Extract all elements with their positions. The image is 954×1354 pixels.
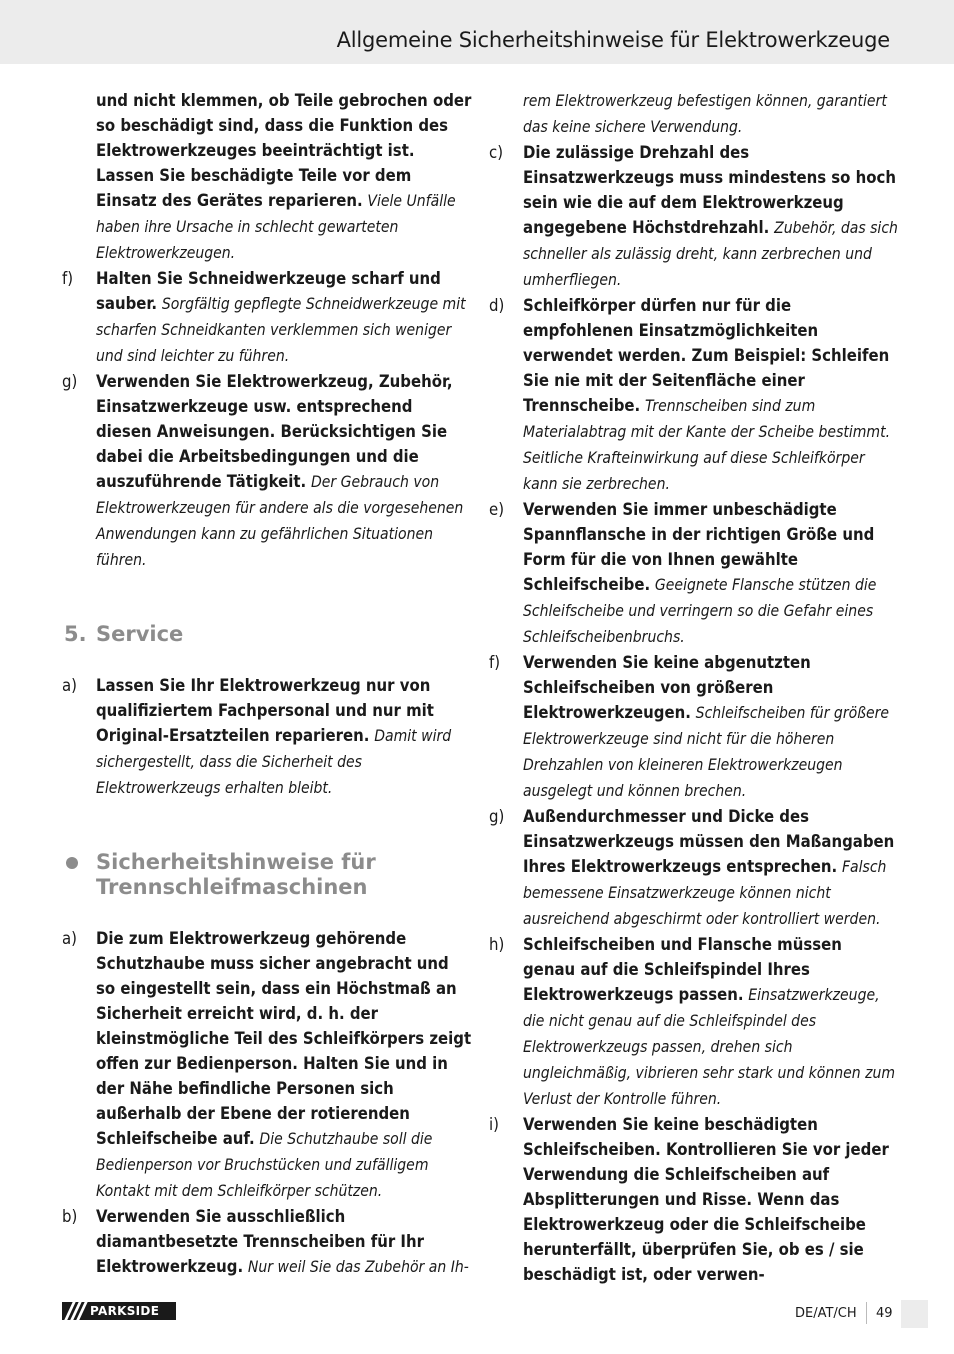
- italic-text: Viele Unfälle haben ihre Ursache in schlecht gewarteten Elektrowerkzeugen.: [96, 192, 456, 262]
- list-item: [489, 804, 899, 932]
- italic-text: Sorgfältig gepflegte Schneidwerkzeuge mit scharfen Schneidkanten verklemmen sich weniger und sind leichter zu führen.: [96, 295, 466, 365]
- item-marker: f): [489, 653, 501, 672]
- italic-text: Trennscheiben sind zum Materialabtrag mit der Kante der Scheibe bestimmt. Seitliche Krafteinwirkung auf diese Schleifkörper kann sie zerbrechen.: [523, 397, 891, 493]
- item-marker: g): [489, 807, 505, 826]
- section-heading-service: [62, 622, 472, 647]
- list-item: [489, 293, 899, 497]
- bold-text: Außendurchmesser und Dicke des Einsatzwerkzeugs müssen den Maßangaben Ihres Elektrowerkzeugs entsprechen.: [523, 807, 895, 876]
- bold-text: Schleifscheiben und Flansche müssen genau auf die Schleifspindel Ihres Elektrowerkzeugs passen.: [523, 935, 842, 1004]
- list-item: [489, 1112, 899, 1287]
- item-marker: c): [489, 143, 504, 162]
- bold-text: Verwenden Sie keine beschädigten Schleifscheiben. Kontrollieren Sie vor jeder Verwendung die Schleifscheiben auf Absplitterungen und Risse. Wenn das Elektrowerkzeug oder die Schleifscheibe herunterfällt, überprüfen Sie, ob es / sie beschädigt ist, oder verwen-: [523, 1115, 889, 1284]
- section-title-line: Trennschleifmaschinen: [96, 875, 368, 899]
- bullet-icon: [66, 857, 78, 869]
- list-item: [62, 266, 472, 369]
- list-item: [62, 926, 472, 1204]
- bold-text: Die zulässige Drehzahl des Einsatzwerkzeugs muss mindestens so hoch sein wie die auf dem Elektrowerkzeug angegebene Höchstdrehzahl.: [523, 143, 896, 237]
- bold-text: Halten Sie Schneidwerkzeuge scharf und sauber.: [96, 269, 441, 313]
- bold-text: Verwenden Sie Elektrowerkzeug, Zubehör, Einsatzwerkzeuge usw. entsprechend diesen Anweisungen. Berücksichtigen Sie dabei die Arbeitsbedingungen und die auszuführende Tätigkeit.: [96, 372, 453, 491]
- right-column: [489, 88, 899, 1287]
- list-item: [62, 673, 472, 801]
- item-marker: e): [489, 500, 505, 519]
- continued-paragraph: [489, 88, 899, 140]
- italic-text: Der Gebrauch von Elektrowerkzeugen für andere als die vorgesehenen Anwendungen kann zu gefährlichen Situationen führen.: [96, 473, 464, 569]
- list-item: [489, 650, 899, 804]
- bold-text: Die zum Elektrowerkzeug gehörende Schutzhaube muss sicher angebracht und so eingestellt sein, dass ein Höchstmaß an Sicherheit erreicht wird, d. h. der kleinstmögliche Teil des Schleifkörpers zeigt offen zur Bedienperson. Halten Sie und in der Nähe befindliche Personen sich außerhalb der Ebene der rotierenden Schleifscheibe auf.: [96, 929, 472, 1148]
- italic-text: Falsch bemessene Einsatzwerkzeuge können nicht ausreichend abgeschirmt oder kontrolliert werden.: [523, 858, 887, 928]
- section-title-line: Sicherheitshinweise für: [96, 850, 376, 874]
- footer-tab: [901, 1300, 928, 1328]
- bold-text: Schleifkörper dürfen nur für die empfohlenen Einsatzmöglichkeiten verwendet werden. Zum Beispiel: Schleifen Sie nie mit der Seitenfläche einer Trennscheibe.: [523, 296, 890, 415]
- bold-text: Lassen Sie Ihr Elektrowerkzeug nur von qualifiziertem Fachpersonal und nur mit Original-Ersatzteilen reparieren.: [96, 676, 434, 745]
- item-marker: d): [489, 296, 505, 315]
- item-marker: i): [489, 1115, 499, 1134]
- section-number: 5.: [64, 622, 87, 646]
- item-marker: a): [62, 676, 77, 695]
- item-marker: b): [62, 1207, 78, 1226]
- list-item: [489, 932, 899, 1112]
- item-marker: f): [62, 269, 74, 288]
- bold-text: und nicht klemmen, ob Teile gebrochen oder so beschädigt sind, dass die Funktion des Elektrowerkzeuges beeinträchtigt ist. Lassen Sie beschädigte Teile vor dem Einsatz des Gerätes reparieren.: [96, 91, 472, 210]
- italic-text: Nur weil Sie das Zubehör an Ih-: [247, 1258, 469, 1276]
- page-number: 49: [876, 1306, 893, 1321]
- italic-text: Einsatzwerkzeuge, die nicht genau auf die Schleifspindel des Elektrowerkzeugs passen, drehen sich ungleichmäßig, vibrieren sehr stark und können zum Verlust der Kontrolle führen.: [523, 986, 896, 1108]
- list-item: [62, 369, 472, 573]
- italic-text: Die Schutzhaube soll die Bedienperson vor Bruchstücken und zufälligem Kontakt mit dem Schleifkörper schützen.: [96, 1130, 433, 1200]
- italic-text: Schleifscheiben für größere Elektrowerkzeuge sind nicht für die höheren Drehzahlen von kleineren Elektrowerkzeugen ausgelegt und können brechen.: [523, 704, 890, 800]
- italic-text: rem Elektrowerkzeug befestigen können, garantiert das keine sichere Verwendung.: [523, 92, 887, 136]
- section-title-text: Service: [96, 622, 184, 646]
- italic-text: Zubehör, das sich schneller als zulässig dreht, kann zerbrechen und umherfliegen.: [523, 219, 898, 289]
- bold-text: Verwenden Sie keine abgenutzten Schleifscheiben von größeren Elektrowerkzeugen.: [523, 653, 811, 722]
- item-marker: a): [62, 929, 77, 948]
- item-marker: h): [489, 935, 505, 954]
- continued-paragraph: [62, 88, 472, 266]
- parkside-logo: [62, 1302, 176, 1320]
- italic-text: Geeignete Flansche stützen die Schleifscheibe und verringern so die Gefahr eines Schleifscheibenbruchs.: [523, 576, 877, 646]
- page-title: Allgemeine Sicherheitshinweise für Elektrowerkzeuge: [336, 28, 890, 52]
- logo-stripes-icon: [62, 1302, 88, 1320]
- section-heading-cutoff: [62, 850, 472, 900]
- list-item: [62, 1204, 472, 1280]
- page-header: [0, 0, 954, 64]
- list-item: [489, 497, 899, 650]
- italic-text: Damit wird sichergestellt, dass die Sicherheit des Elektrowerkzeugs erhalten bleibt.: [96, 727, 452, 797]
- bold-text: Verwenden Sie immer unbeschädigte Spannflansche in der richtigen Größe und Form für die von Ihnen gewählte Schleifscheibe.: [523, 500, 875, 594]
- country-code: DE/AT/CH: [795, 1306, 857, 1321]
- list-item: [489, 140, 899, 293]
- item-marker: g): [62, 372, 78, 391]
- left-column: [62, 88, 472, 1280]
- footer-divider: [866, 1302, 867, 1324]
- logo-brand-text: PARKSIDE: [90, 1304, 160, 1318]
- bold-text: Verwenden Sie ausschließlich diamantbesetzte Trennscheiben für Ihr Elektrowerkzeug.: [96, 1207, 424, 1276]
